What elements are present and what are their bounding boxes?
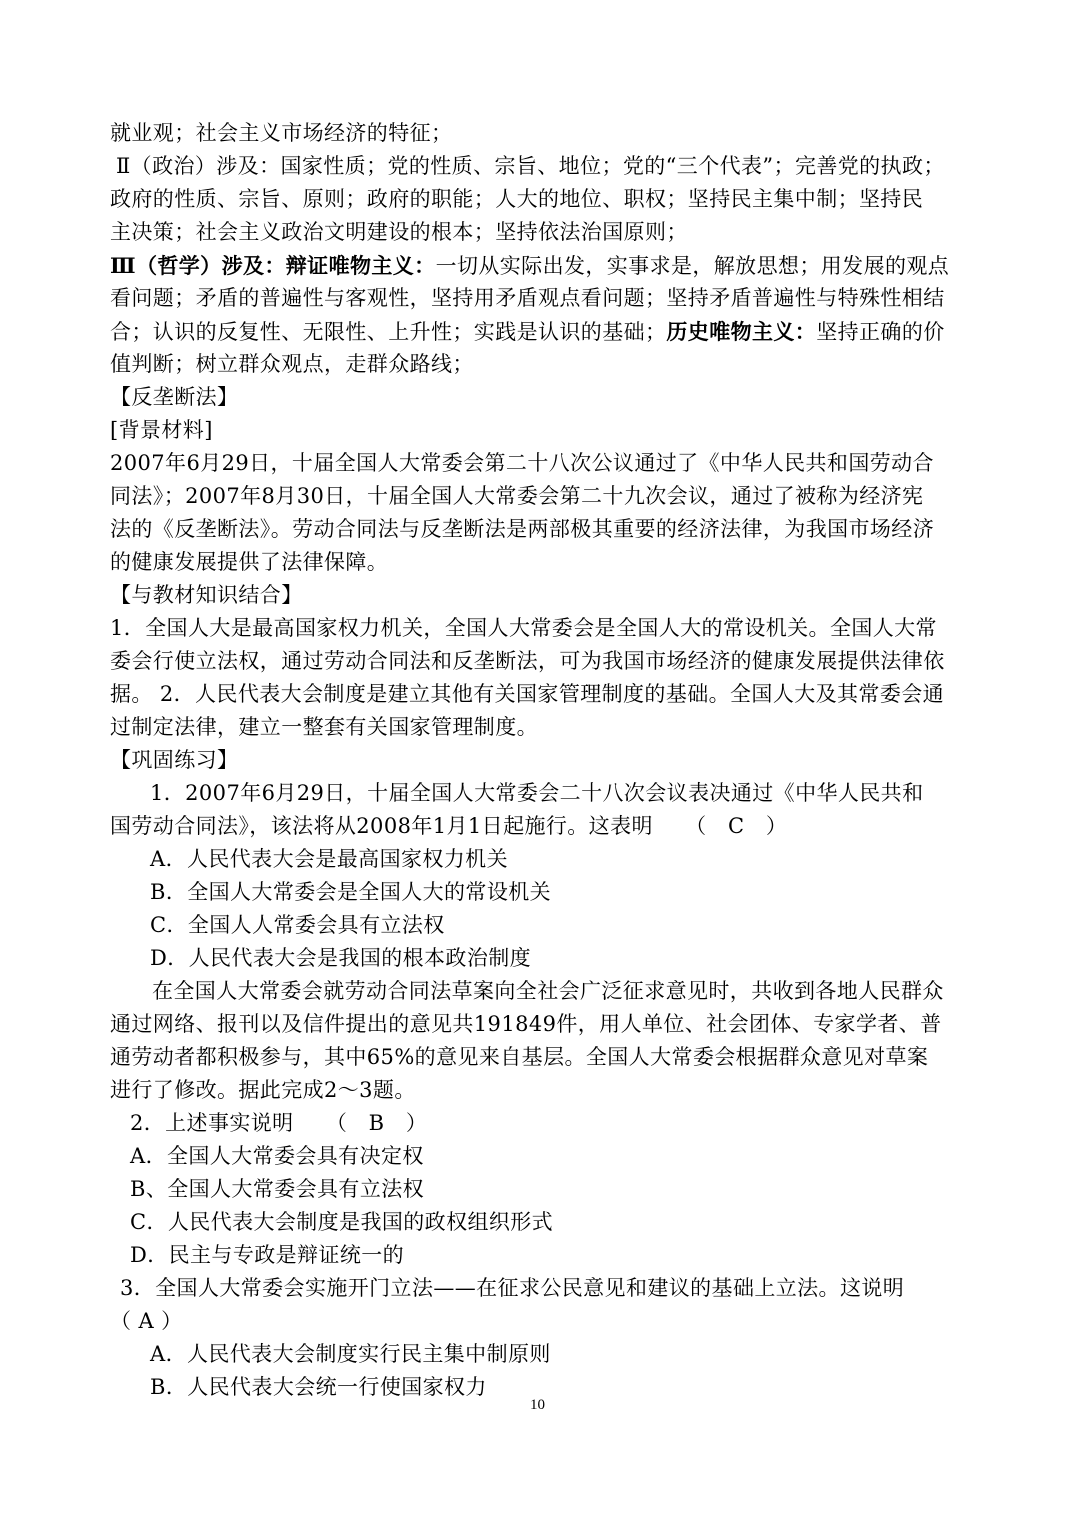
question-stem: 3．全国人大常委会实施开门立法——在征求公民意见和建议的基础上立法。这说明 [120,1276,905,1300]
answer-option: B、全国人大常委会具有立法权 [130,1177,425,1201]
text-line: 法的《反垄断法》。劳动合同法与反垄断法是两部极其重要的经济法律，为我国市场经济 [110,517,935,541]
question-answer: （ A ） [110,1309,183,1333]
text-line: 通过网络、报刊以及信件提出的意见共191849件，用人单位、社会团体、专家学者、普 [110,1012,942,1036]
answer-option: C．全国人人常委会具有立法权 [150,913,445,937]
bold-term: Ⅲ（哲学）涉及：辩证唯物主义： [110,253,436,278]
bold-term: 历史唯物主义： [666,319,817,344]
text-line: 值判断；树立群众观点，走群众路线； [110,352,474,376]
text-line: 1．全国人大是最高国家权力机关，全国人大常委会是全国人大的常设机关。全国人大常 [110,616,937,640]
answer-option: C．人民代表大会制度是我国的政权组织形式 [130,1210,554,1234]
text-line: 2007年6月29日，十届全国人大常委会第二十八次公议通过了《中华人民共和国劳动合 [110,451,934,475]
text-span: 坚持正确的价 [816,320,945,344]
text-line: 过制定法律，建立一整套有关国家管理制度。 [110,715,538,739]
answer-option: D．民主与专政是辩证统一的 [130,1243,405,1267]
text-line: 的健康发展提供了法律保障。 [110,550,389,574]
answer-option: A．全国人大常委会具有决定权 [130,1144,424,1168]
section-heading: 【反垄断法】 [110,385,239,409]
answer-option: A．人民代表大会制度实行民主集中制原则 [150,1342,551,1366]
subsection-heading: [背景材料] [110,418,213,442]
answer-option: B．全国人大常委会是全国人大的常设机关 [150,880,552,904]
section-heading: 【与教材知识结合】 [110,583,303,607]
answer-option: D．人民代表大会是我国的根本政治制度 [150,946,532,970]
text-line: 主决策；社会主义政治文明建设的根本；坚持依法治国原则； [110,220,688,244]
text-line: 据。 2．人民代表大会制度是建立其他有关国家管理制度的基础。全国人大及其常委会通 [110,682,945,706]
text-line [110,249,970,283]
question-stem: 1．2007年6月29日，十届全国人大常委会二十八次会议表决通过《中华人民共和 [150,781,924,805]
text-line: 政府的性质、宗旨、原则；政府的职能；人大的地位、职权；坚持民主集中制；坚持民 [110,187,924,211]
answer-option: A．人民代表大会是最高国家权力机关 [150,847,508,871]
page-number: 10 [530,1397,545,1413]
question-stem: 国劳动合同法》，该法将从2008年1月1日起施行。这表明 （ C ） [110,814,788,838]
answer-option: B．人民代表大会统一行使国家权力 [150,1375,487,1399]
text-span: 一切从实际出发，实事求是，解放思想；用发展的观点 [435,254,950,278]
text-line [110,315,970,349]
question-stem: 2．上述事实说明 （ B ） [130,1111,428,1135]
section-heading: 【巩固练习】 [110,748,239,772]
text-line: 就业观；社会主义市场经济的特征； [110,121,453,145]
text-line: Ⅱ（政治）涉及：国家性质；党的性质、宗旨、地位；党的“三个代表”；完善党的执政； [116,154,945,178]
text-line: 在全国人大常委会就劳动合同法草案向全社会广泛征求意见时，共收到各地人民群众 [152,979,944,1003]
text-line: 看问题；矛盾的普遍性与客观性，坚持用矛盾观点看问题；坚持矛盾普遍性与特殊性相结 [110,286,945,310]
text-span: 合；认识的反复性、无限性、上升性；实践是认识的基础； [110,320,667,344]
text-line: 同法》；2007年8月30日，十届全国人大常委会第二十九次会议，通过了被称为经济宪 [110,484,924,508]
text-line: 委会行使立法权，通过劳动合同法和反垄断法，可为我国市场经济的健康发展提供法律依 [110,649,945,673]
text-line: 通劳动者都积极参与，其中65%的意见来自基层。全国人大常委会根据群众意见对草案 [110,1045,929,1069]
text-line: 进行了修改。据此完成2～3题。 [110,1078,416,1102]
